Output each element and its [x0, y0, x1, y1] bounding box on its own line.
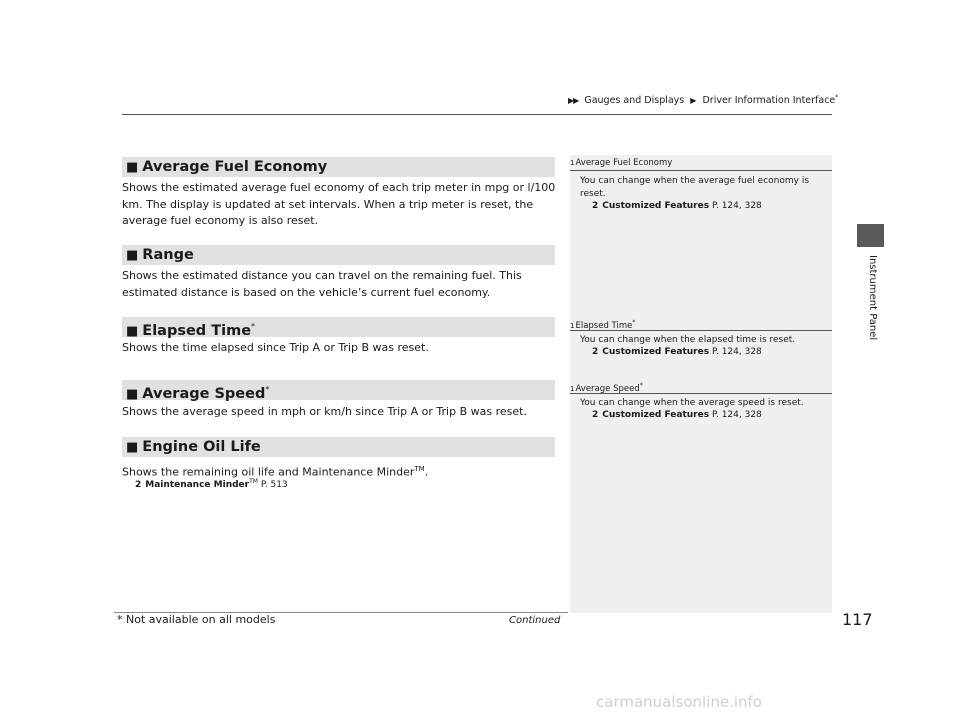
section-title-average-speed: ■ Average Speed* [126, 385, 270, 402]
note-header: 1Elapsed Time* [570, 316, 832, 331]
footnote-mark: * [265, 385, 270, 394]
breadcrumb-driver-information-interface[interactable]: Driver Information Interface [702, 95, 836, 107]
reference-arrow-icon: 2 [135, 480, 142, 490]
section-title-average-fuel-economy: ■ Average Fuel Economy [126, 159, 328, 175]
note-text: You can change when the elapsed time is reset. [580, 335, 796, 345]
footnote: * Not available on all models [117, 613, 276, 626]
note-text: You can change when the average speed is reset. [580, 398, 804, 408]
page-number: 117 [842, 610, 873, 629]
breadcrumb-gauges-and-displays[interactable]: Gauges and Displays [584, 95, 685, 107]
cross-reference-link[interactable]: 2 Customized Features P. 124, 328 [592, 201, 762, 211]
section-title-engine-oil-life: ■ Engine Oil Life [126, 439, 261, 455]
square-bullet-icon: ■ [126, 323, 139, 339]
square-bullet-icon: ■ [126, 386, 139, 402]
section-title-elapsed-time: ■ Elapsed Time* [126, 322, 256, 339]
continued-label: Continued [509, 615, 561, 626]
square-bullet-icon: ■ [126, 160, 139, 175]
reference-arrow-icon: 2 [592, 410, 599, 420]
section-body-average-fuel-economy: Shows the estimated average fuel economy of each trip meter in mpg or l/100 km. The display is updated at set intervals. When a trip meter is reset, the average fuel economy is also reset. [122, 181, 556, 227]
note-header: 1Average Speed* [570, 379, 832, 394]
section-body-range: Shows the estimated distance you can travel on the remaining fuel. This estimated distance is based on the vehicle’s current fuel economy. [122, 269, 522, 299]
reference-arrow-icon: 2 [592, 201, 599, 211]
section-body-average-speed: Shows the average speed in mph or km/h since Trip A or Trip B was reset. [122, 405, 527, 418]
note-text: You can change when the average fuel economy is reset. [580, 176, 810, 199]
note-header: 1Average Fuel Economy [570, 156, 832, 171]
footnote-mark: * [251, 322, 256, 331]
section-body-elapsed-time: Shows the time elapsed since Trip A or Trip B was reset. [122, 341, 429, 354]
arrow-right-icon: ▶ [690, 96, 697, 106]
chapter-label: Instrument Panel [867, 255, 878, 341]
chapter-tab [857, 224, 884, 247]
cross-reference-link[interactable]: 2 Customized Features P. 124, 328 [592, 347, 762, 357]
square-bullet-icon: ■ [126, 440, 139, 455]
watermark: carmanualsonline.info [596, 693, 762, 711]
cross-reference-link[interactable]: 2 Customized Features P. 124, 328 [592, 410, 762, 420]
section-title-range: ■ Range [126, 247, 194, 263]
header-divider [122, 114, 832, 115]
reference-arrow-icon: 2 [592, 347, 599, 357]
double-arrow-icon: ▶▶ [568, 96, 579, 106]
footnote-mark: * [835, 94, 839, 101]
square-bullet-icon: ■ [126, 248, 139, 263]
section-body-engine-oil-life: Shows the remaining oil life and Maintenance Minder™. [122, 465, 429, 479]
breadcrumb [568, 94, 838, 106]
cross-reference-link[interactable]: 2 Maintenance Minder™ P. 513 [135, 478, 288, 490]
